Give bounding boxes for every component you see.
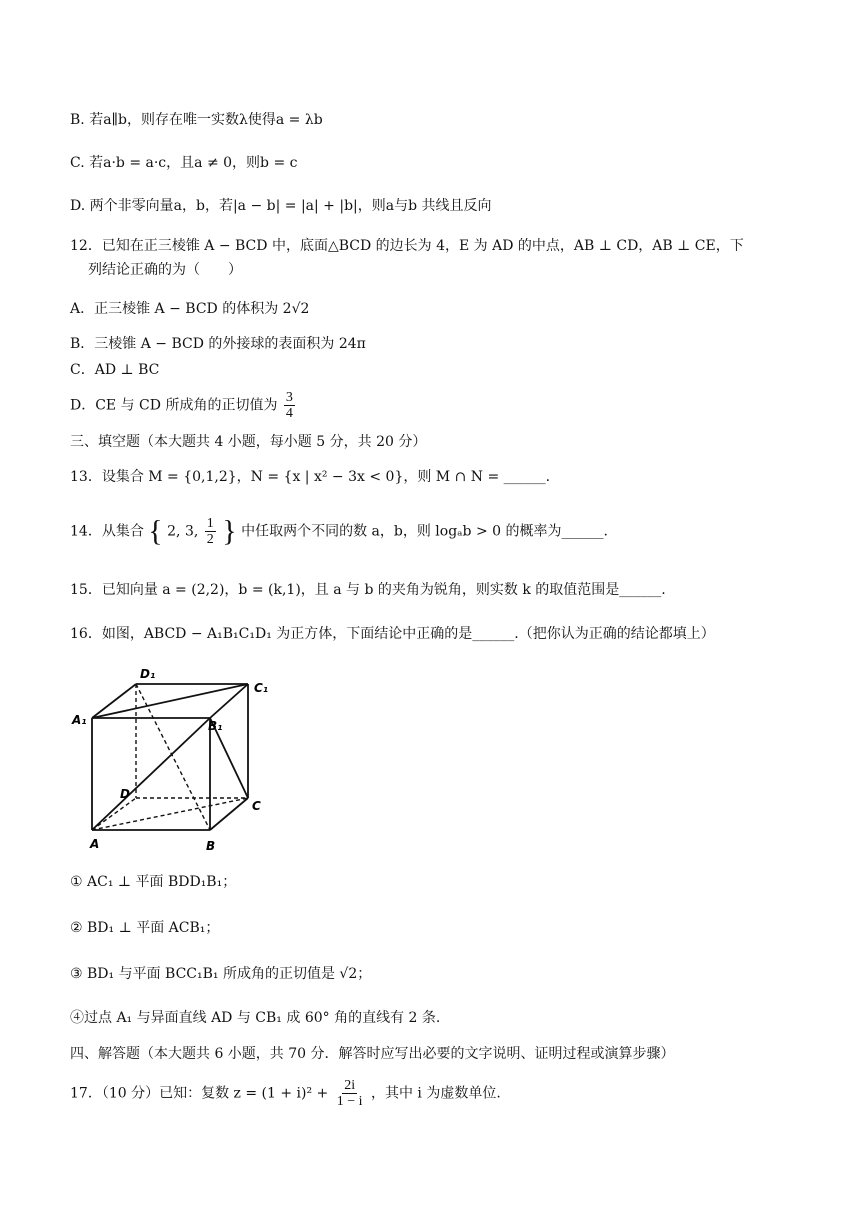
label-a1: A₁ [72,713,87,727]
fraction-2i-over-1-minus-i [335,1078,365,1109]
statement-1: ① AC₁ ⊥ 平面 BDD₁B₁； [70,874,237,890]
fraction-numerator: 2i [344,1078,356,1093]
label-a: A [90,837,100,851]
diagonal-a-b1 [92,718,210,830]
edge-b-c [210,798,248,830]
label-b: B [206,839,216,853]
hidden-diagonal-a-c [92,798,248,830]
q12-option-a: A．正三棱锥 A − BCD 的体积为 2√2 [70,301,310,317]
q12-option-c: C．AD ⊥ BC [70,362,160,378]
q16: 16．如图，ABCD − A₁B₁C₁D₁ 为正方体，下面结论中正确的是______.（把你认为正确的结论都填上） [70,626,715,642]
option-d-prefix: D. [70,198,86,214]
statement-3: ③ BD₁ 与平面 BCC₁B₁ 所成角的正切值是 √2； [70,966,372,982]
option-b-text: 若a∥b，则存在唯一实数λ使得a = λb [89,112,323,128]
fraction-denominator: 4 [285,406,293,421]
q14-prefix: 14．从集合 [70,523,144,540]
q14 [70,516,820,547]
q13: 13．设集合 M = {0,1,2}，N = {x | x² − 3x < 0}，则 M ∩ N = ______. [70,469,551,485]
label-d1: D₁ [140,667,156,681]
section-3-heading: 三、填空题（本大题共 4 小题，每小题 5 分，共 20 分） [70,434,427,450]
option-d [70,196,820,216]
fraction-denominator: 1 − i [336,1094,363,1109]
q12-option-d [70,390,820,421]
statement-4: ④过点 A₁ 与异面直线 AD 与 CB₁ 成 60° 角的直线有 2 条. [70,1010,441,1026]
hidden-diagonal-d1-b [136,684,210,830]
q14-suffix: 中任取两个不同的数 a，b，则 logₐb > 0 的概率为______. [241,523,608,540]
q12-stem-line1: 12．已知在正三棱锥 A − BCD 中，底面△BCD 的边长为 4，E 为 AD 的中点，AB ⊥ CD，AB ⊥ CE，下 [70,238,744,254]
q17-prefix: 17．（10 分）已知：复数 z = (1 + i)² + [70,1085,329,1102]
option-c-prefix: C. [70,155,85,171]
option-c [70,153,820,173]
q12-stem-line2: 列结论正确的为（ ） [88,262,242,278]
label-d: D [120,787,130,801]
q12-option-d-text: D．CE 与 CD 所成角的正切值为 [70,397,278,414]
brace-left-icon: { [148,514,163,548]
q17-suffix: ，其中 i 为虚数单位. [370,1085,501,1102]
section-4-heading: 四、解答题（本大题共 6 小题，共 70 分．解答时应写出必要的文字说明、证明过程或演算步骤） [70,1046,675,1062]
cube-figure [70,660,290,860]
option-c-text: 若a·b = a·c，且a ≠ 0，则b = c [89,155,298,171]
option-b [70,110,820,130]
option-b-prefix: B. [70,112,85,128]
fraction-1-2 [205,516,216,547]
label-c: C [252,799,261,813]
label-c1: C₁ [254,681,269,695]
statement-2: ② BD₁ ⊥ 平面 ACB₁； [70,920,220,936]
edge-b1-c1 [210,684,248,718]
brace-right-icon: } [222,514,237,548]
fraction-numerator: 1 [206,516,214,531]
fraction-numerator: 3 [285,390,293,405]
option-d-text: 两个非零向量a，b，若|a − b| = |a| + |b|，则a与b 共线且反向 [89,198,492,214]
q12-option-b: B．三棱锥 A − BCD 的外接球的表面积为 24π [70,336,366,352]
fraction-denominator: 2 [206,532,214,547]
q15: 15．已知向量 a = (2,2)，b = (k,1)，且 a 与 b 的夹角为锐角，则实数 k 的取值范围是______. [70,582,666,598]
label-b1: B₁ [208,719,223,733]
q14-set-elements: 2, 3, [167,523,199,540]
q17 [70,1078,820,1109]
fraction-3-4 [284,390,295,421]
